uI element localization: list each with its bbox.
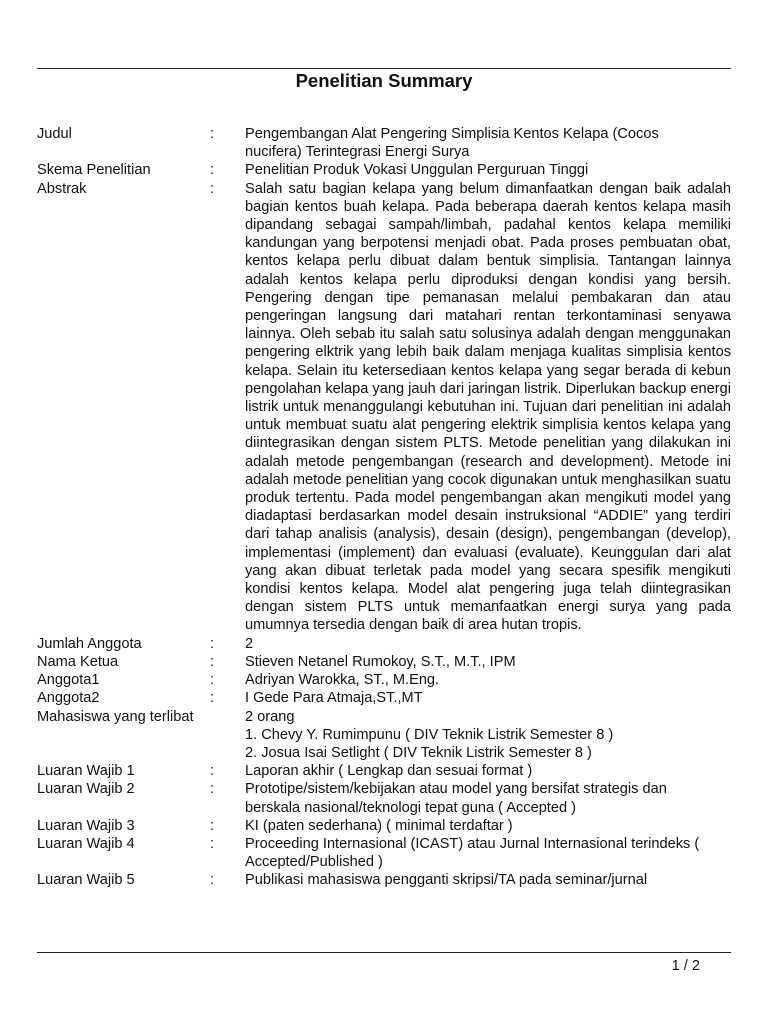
field-value: 2 bbox=[245, 635, 254, 652]
field-luaran-1 bbox=[37, 762, 737, 780]
field-value: Publikasi mahasiswa pengganti skripsi/TA pada seminar/jurnal bbox=[245, 872, 648, 889]
field-value: Laporan akhir ( Lengkap dan sesuai format ) bbox=[245, 763, 533, 780]
field-value: Stieven Netanel Rumokoy, S.T., M.T., IPM bbox=[245, 653, 516, 670]
field-colon: : bbox=[210, 781, 215, 798]
field-label: Anggota2 bbox=[37, 690, 100, 707]
field-colon: : bbox=[210, 162, 215, 179]
value-line: Pengembangan Alat Pengering Simplisia Kentos Kelapa (Cocos bbox=[245, 126, 659, 142]
field-colon: : bbox=[210, 872, 215, 889]
field-colon: : bbox=[210, 653, 215, 670]
field-value bbox=[245, 125, 731, 161]
field-anggota2 bbox=[37, 689, 737, 707]
value-line: nucifera) Terintegrasi Energi Surya bbox=[245, 144, 470, 161]
field-jumlah-anggota bbox=[37, 635, 737, 653]
field-colon: : bbox=[210, 690, 215, 707]
field-value bbox=[245, 780, 731, 816]
value-line: 1. Chevy Y. Rumimpunu ( DIV Teknik Listrik Semester 8 ) bbox=[245, 726, 614, 743]
field-label: Anggota1 bbox=[37, 672, 100, 689]
field-colon: : bbox=[210, 835, 215, 852]
field-label: Luaran Wajib 2 bbox=[37, 781, 135, 798]
field-colon: : bbox=[210, 672, 215, 689]
value-line: Prototipe/sistem/kebijakan atau model yang bersifat strategis dan bbox=[245, 781, 667, 798]
value-line: Proceeding Internasional (ICAST) atau Jurnal Internasional terindeks ( bbox=[245, 835, 700, 852]
field-colon: : bbox=[210, 635, 215, 652]
value-line: Accepted/Published ) bbox=[245, 854, 383, 871]
field-luaran-5 bbox=[37, 871, 737, 889]
field-value: KI (paten sederhana) ( minimal terdaftar ) bbox=[245, 817, 513, 834]
field-colon: : bbox=[210, 126, 215, 142]
field-label: Luaran Wajib 1 bbox=[37, 763, 135, 780]
field-judul bbox=[37, 125, 737, 161]
field-luaran-4 bbox=[37, 835, 737, 871]
field-skema bbox=[37, 161, 737, 179]
field-value bbox=[245, 708, 731, 763]
page-number: 1 / 2 bbox=[671, 958, 700, 974]
field-value: Adriyan Warokka, ST., M.Eng. bbox=[245, 672, 440, 689]
value-line: berskala nasional/teknologi tepat guna ( Accepted ) bbox=[245, 799, 577, 816]
top-rule bbox=[37, 68, 731, 69]
field-colon: : bbox=[210, 180, 215, 197]
field-label: Mahasiswa yang terlibat bbox=[37, 708, 194, 725]
value-line: 2. Josua Isai Setlight ( DIV Teknik Listrik Semester 8 ) bbox=[245, 744, 592, 761]
summary-fields bbox=[37, 125, 737, 890]
field-label: Nama Ketua bbox=[37, 653, 119, 670]
field-label: Abstrak bbox=[37, 180, 87, 197]
field-label: Judul bbox=[37, 126, 72, 142]
field-nama-ketua bbox=[37, 653, 737, 671]
field-luaran-2 bbox=[37, 780, 737, 816]
field-label: Skema Penelitian bbox=[37, 162, 151, 179]
field-anggota1 bbox=[37, 671, 737, 689]
bottom-rule bbox=[37, 952, 731, 953]
field-luaran-3 bbox=[37, 817, 737, 835]
field-colon: : bbox=[210, 817, 215, 834]
field-label: Jumlah Anggota bbox=[37, 635, 142, 652]
value-line: 2 orang bbox=[245, 708, 295, 725]
field-value: Penelitian Produk Vokasi Unggulan Perguruan Tinggi bbox=[245, 162, 589, 179]
field-mahasiswa bbox=[37, 708, 737, 763]
field-label: Luaran Wajib 5 bbox=[37, 872, 135, 889]
field-abstrak bbox=[37, 180, 737, 635]
field-value: I Gede Para Atmaja,ST.,MT bbox=[245, 690, 423, 707]
field-value bbox=[245, 835, 731, 871]
field-label: Luaran Wajib 4 bbox=[37, 835, 135, 852]
field-colon: : bbox=[210, 763, 215, 780]
field-label: Luaran Wajib 3 bbox=[37, 817, 135, 834]
abstract-text: Salah satu bagian kelapa yang belum dimanfaatkan dengan baik adalah bagian kentos buah kelapa. Pada beberapa daerah kentos kelapa masih dipandang sebagai sampah/limbah, padahal kentos kelapa memiliki kandungan yang berpotensi menjadi obat. Pada proses pembuatan obat, kentos kelapa perlu dibuat dalam bentuk simplisia. Tantangan lainnya adalah kentos kelapa perlu diproduksi dengan kondisi yang bersih. Pengering dengan tipe pemanasan melalui pembakaran dan atau pengeringan langsung dari matahari rentan terkontaminasi senyawa lainnya. Oleh sebab itu salah satu solusinya adalah dengan menggunakan pengering elktrik yang lebih baik dalam menjaga kualitas simplisia kentos kelapa. Selain itu ketersediaan kentos kelapa yang segar berada di kebun pengolahan kelapa yang jauh dari jaringan listrik. Diperlukan backup energi listrik untuk menanggulangi kebutuhan ini. Tujuan dari penelitian ini adalah untuk membuat suatu alat pengering elektrik simplisia kentos kelapa yang diintegrasikan dengan sistem PLTS. Metode penelitian yang dilakukan ini adalah metode pengembangan (research and development). Metode ini adalah metode penelitian yang cocok digunakan untuk menghasilkan suatu produk tertentu. Pada model pengembangan akan mengikuti model yang diadaptasi berdasarkan model desain instruksional “ADDIE” yang terdiri dari tahap analisis (analysis), desain (design), pengembangan (develop), implementasi (implement) dan evaluasi (evaluate). Keunggulan dari alat yang akan dibuat terletak pada model yang secara spesifik mengikuti kondisi kentos kelapa. Model alat pengering juga telah diintegrasikan dengan sistem PLTS untuk memanfaatkan energi surya yang pada umumnya tersedia dengan baik di area hutan tropis. bbox=[245, 180, 731, 634]
page-title: Penelitian Summary bbox=[295, 70, 473, 91]
